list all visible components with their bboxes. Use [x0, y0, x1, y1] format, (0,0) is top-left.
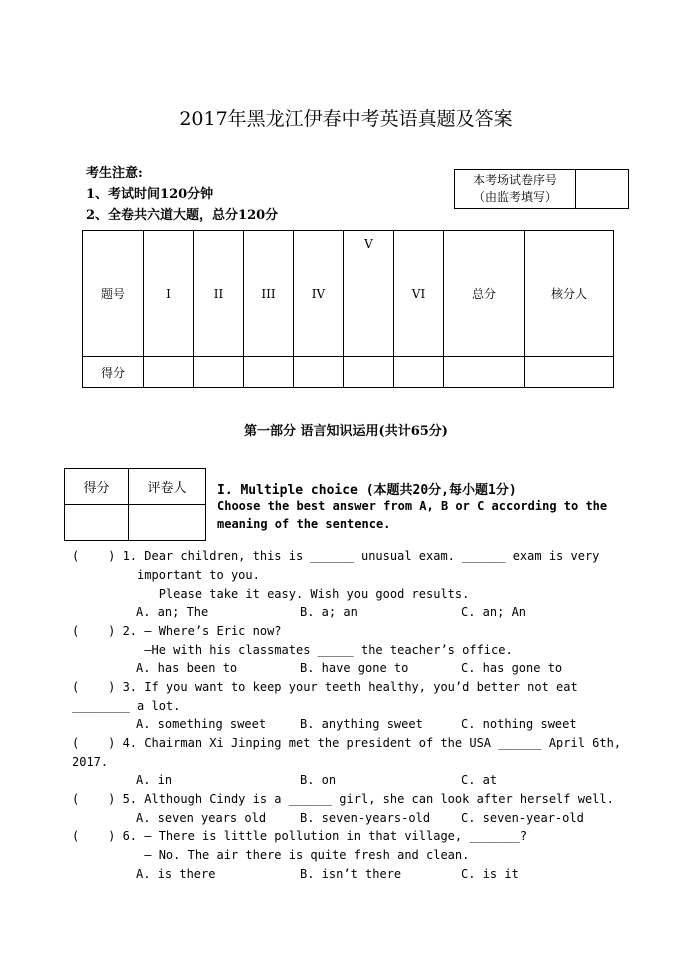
- question-1-option-b: B. a; an: [300, 605, 358, 619]
- question-5-line: ( ) 5. Although Cindy is a ______ girl, she can look after herself well.: [72, 792, 614, 806]
- score-field[interactable]: [194, 357, 244, 388]
- score-field[interactable]: [444, 357, 525, 388]
- notice-line-2: 2、全卷共六道大题，总分120分: [86, 208, 279, 223]
- question-4-option-a: A. in: [136, 773, 173, 787]
- question-1-option-a: A. an; The: [136, 605, 209, 619]
- question-3-line: ________ a lot.: [72, 699, 181, 713]
- question-2-option-b: B. have gone to: [300, 661, 409, 675]
- question-1-line: ( ) 1. Dear children, this is ______ unusual exam. ______ exam is very: [72, 549, 600, 563]
- score-row-label: 得分: [83, 357, 144, 388]
- score-header-cell: 核分人: [525, 231, 614, 357]
- question-1-option-c: C. an; An: [461, 605, 527, 619]
- score-field[interactable]: [144, 357, 194, 388]
- question-6-option-a: A. is there: [136, 867, 216, 881]
- question-4-option-c: C. at: [461, 773, 498, 787]
- page-title: 2017年黑龙江伊春中考英语真题及答案: [179, 108, 513, 130]
- score-field[interactable]: [294, 357, 344, 388]
- question-2-line: ( ) 2. — Where’s Eric now?: [72, 624, 282, 638]
- question-4-option-b: B. on: [300, 773, 337, 787]
- question-6-line: ( ) 6. — There is little pollution in that village, _______?: [72, 829, 528, 843]
- question-1-line: important to you.: [72, 568, 260, 582]
- seat-label-line2: （由监考填写）: [472, 190, 557, 204]
- seat-number-label: [455, 170, 576, 209]
- score-header-cell: VI: [394, 231, 444, 357]
- grader-name-label: 评卷人: [129, 469, 206, 505]
- score-table: [82, 230, 614, 388]
- grader-name-field[interactable]: [129, 505, 206, 541]
- score-header-cell: V: [344, 231, 394, 357]
- question-5-option-c: C. seven-year-old: [461, 811, 584, 825]
- notice-heading: 考生注意:: [86, 166, 143, 181]
- question-6-line: — No. The air there is quite fresh and clean.: [72, 848, 470, 862]
- question-6-option-c: C. is it: [461, 867, 519, 881]
- score-header-cell: II: [194, 231, 244, 357]
- section-instruction-2: meaning of the sentence.: [217, 517, 391, 531]
- score-field[interactable]: [344, 357, 394, 388]
- grader-table: [64, 468, 206, 541]
- question-3-option-b: B. anything sweet: [300, 717, 423, 731]
- score-field[interactable]: [244, 357, 294, 388]
- question-3-option-a: A. something sweet: [136, 717, 267, 731]
- question-4-line: 2017.: [72, 755, 109, 769]
- grader-score-field[interactable]: [65, 505, 129, 541]
- score-header-cell: IV: [294, 231, 344, 357]
- score-header-cell: I: [144, 231, 194, 357]
- score-header-cell: 题号: [83, 231, 144, 357]
- question-6-option-b: B. isn’t there: [300, 867, 402, 881]
- seat-number-field[interactable]: [576, 170, 629, 209]
- question-2-option-c: C. has gone to: [461, 661, 563, 675]
- question-4-line: ( ) 4. Chairman Xi Jinping met the president of the USA ______ April 6th,: [72, 736, 622, 750]
- question-5-option-a: A. seven years old: [136, 811, 267, 825]
- question-2-option-a: A. has been to: [136, 661, 238, 675]
- part-title: 第一部分 语言知识运用(共计65分): [244, 424, 448, 439]
- seat-label-line1: 本考场试卷序号: [472, 173, 557, 187]
- notice-line-1: 1、考试时间120分钟: [86, 187, 214, 202]
- seat-number-box: [454, 169, 629, 209]
- question-3-option-c: C. nothing sweet: [461, 717, 577, 731]
- question-2-line: —He with his classmates _____ the teacher’s office.: [72, 643, 513, 657]
- section-instruction-1: Choose the best answer from A, B or C according to the: [217, 499, 608, 513]
- grader-score-label: 得分: [65, 469, 129, 505]
- question-5-option-b: B. seven-years-old: [300, 811, 431, 825]
- section-title: I. Multiple choice (本题共20分,每小题1分): [217, 483, 517, 498]
- question-3-line: ( ) 3. If you want to keep your teeth healthy, you’d better not eat: [72, 680, 578, 694]
- score-field[interactable]: [394, 357, 444, 388]
- score-field[interactable]: [525, 357, 614, 388]
- score-header-cell: III: [244, 231, 294, 357]
- question-1-line: Please take it easy. Wish you good results.: [72, 587, 470, 601]
- score-header-cell: 总分: [444, 231, 525, 357]
